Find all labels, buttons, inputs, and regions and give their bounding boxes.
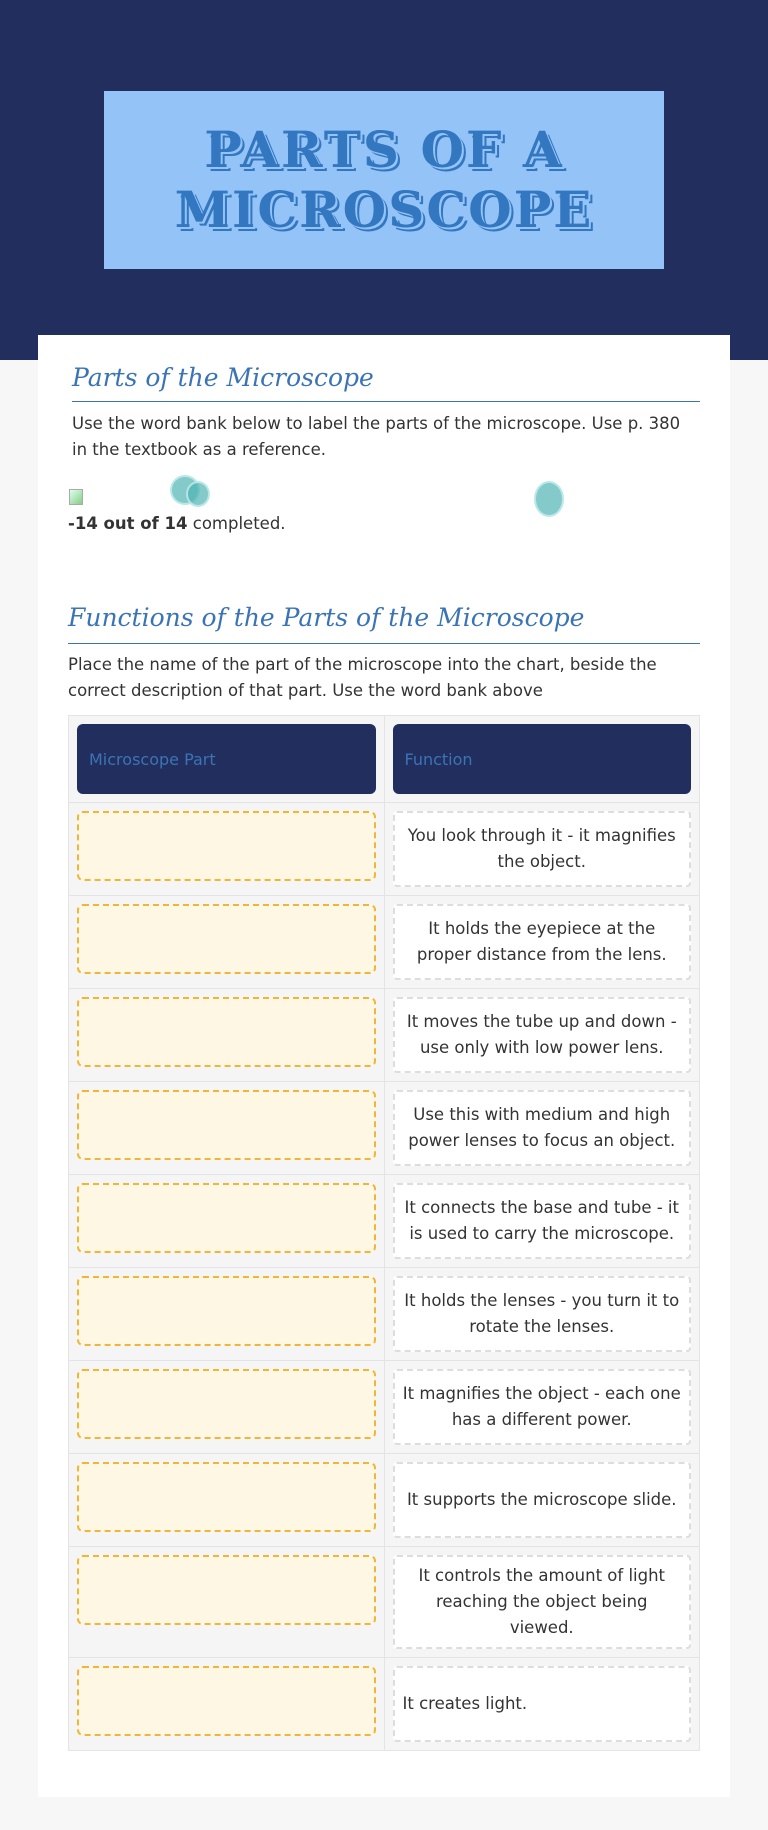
table-header-row: [69, 716, 700, 803]
function-description: It holds the lenses - you turn it to rotate the lenses.: [393, 1276, 692, 1352]
part-drop-zone[interactable]: [77, 1666, 376, 1736]
drag-label-bubble[interactable]: [186, 481, 210, 507]
divider: [68, 643, 700, 644]
part-drop-zone[interactable]: [77, 904, 376, 974]
parts-instructions: Use the word bank below to label the parts of the microscope. Use p. 380 in the textbook as a reference.: [72, 414, 681, 459]
table-row: [69, 1175, 700, 1268]
section-heading-parts: Parts of the Microscope: [72, 363, 374, 392]
table-row: [69, 1361, 700, 1454]
function-description: It holds the eyepiece at the proper distance from the lens.: [393, 904, 692, 980]
title-line-2: MICROSCOPE: [174, 180, 594, 239]
title-line-1: PARTS OF A: [204, 120, 564, 179]
table-row: [69, 1454, 700, 1547]
part-drop-zone[interactable]: [77, 1183, 376, 1253]
part-drop-zone[interactable]: [77, 1555, 376, 1625]
function-description: It supports the microscope slide.: [393, 1462, 692, 1538]
worksheet-card: [38, 335, 730, 1797]
function-description: It moves the tube up and down - use only with low power lens.: [393, 997, 692, 1073]
section-heading-functions: Functions of the Parts of the Microscope: [68, 603, 585, 632]
functions-instructions: Place the name of the part of the microscope into the chart, beside the correct description of that part. Use the word bank above: [68, 655, 657, 700]
header-function: Function: [393, 724, 692, 794]
part-drop-zone[interactable]: [77, 1276, 376, 1346]
title-banner: [104, 91, 664, 269]
function-description: You look through it - it magnifies the object.: [393, 811, 692, 887]
function-description: It creates light.: [393, 1666, 692, 1742]
table-row: [69, 1547, 700, 1658]
function-description: It connects the base and tube - it is used to carry the microscope.: [393, 1183, 692, 1259]
page-title: [175, 120, 594, 240]
header-microscope-part: Microscope Part: [77, 724, 376, 794]
part-drop-zone[interactable]: [77, 1462, 376, 1532]
drag-label-bubble[interactable]: [534, 481, 564, 517]
progress-count: -14 out of 14: [68, 514, 188, 533]
part-drop-zone[interactable]: [77, 997, 376, 1067]
broken-image-icon: [69, 489, 83, 505]
function-description: It magnifies the object - each one has a different power.: [393, 1369, 692, 1445]
functions-table: [68, 715, 700, 1751]
function-description: Use this with medium and high power lenses to focus an object.: [393, 1090, 692, 1166]
divider: [72, 401, 700, 402]
table-row: [69, 803, 700, 896]
part-drop-zone[interactable]: [77, 1090, 376, 1160]
table-row: [69, 1658, 700, 1751]
function-description: It controls the amount of light reaching the object being viewed.: [393, 1555, 692, 1649]
table-row: [69, 989, 700, 1082]
table-row: [69, 1082, 700, 1175]
part-drop-zone[interactable]: [77, 811, 376, 881]
progress-label: completed.: [187, 514, 286, 533]
progress-status: [68, 513, 286, 535]
part-drop-zone[interactable]: [77, 1369, 376, 1439]
hero-header: [0, 0, 768, 360]
table-row: [69, 1268, 700, 1361]
table-row: [69, 896, 700, 989]
